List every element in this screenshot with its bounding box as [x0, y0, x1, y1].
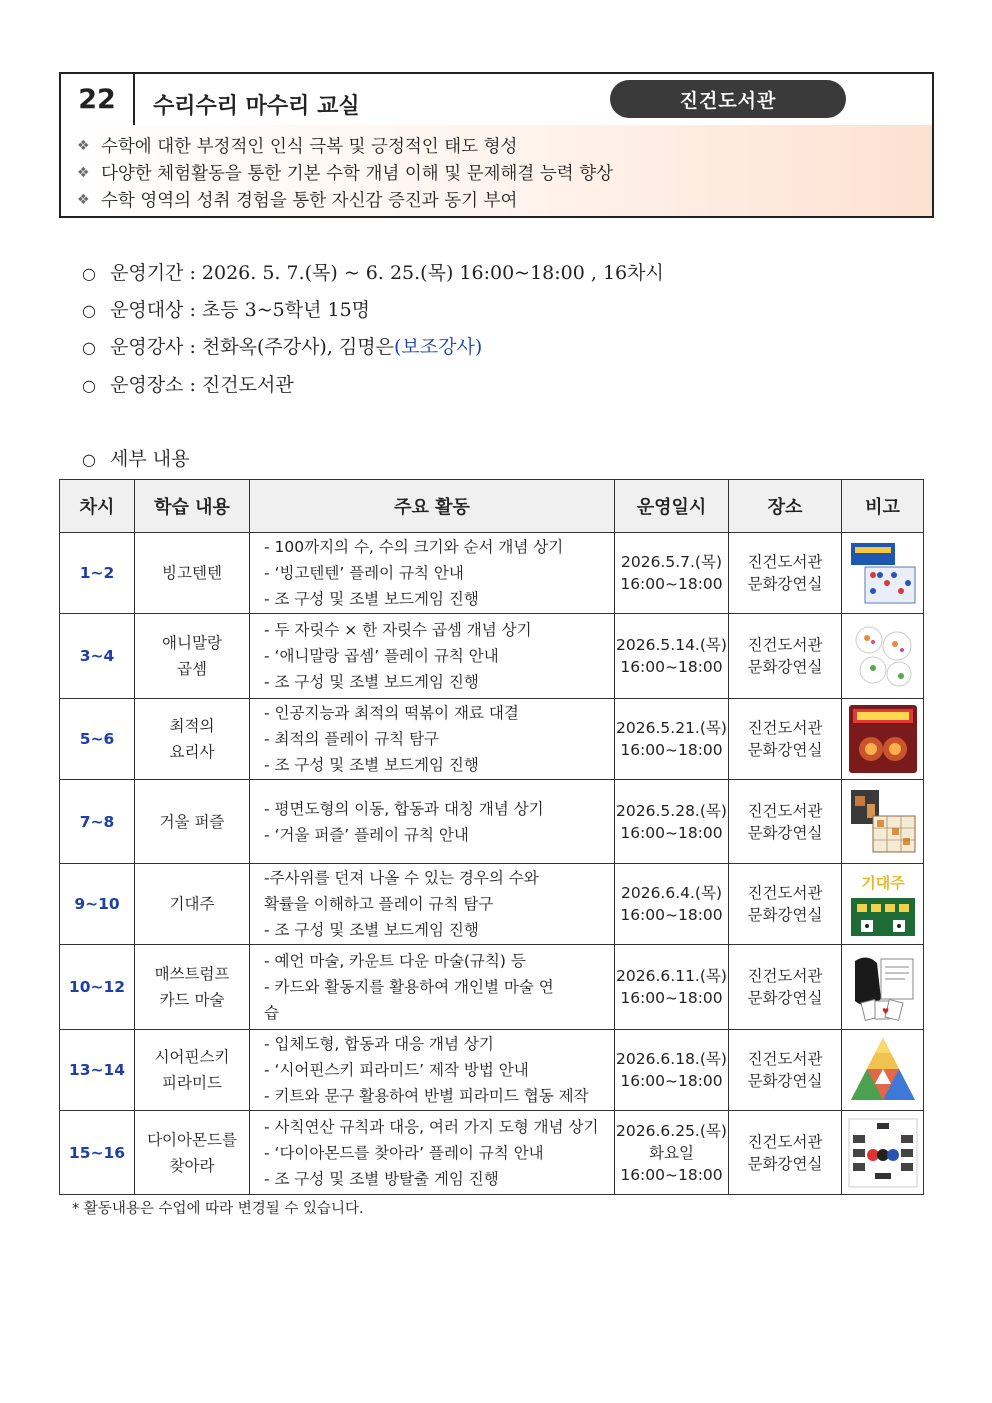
cell-line: 문화강연실	[747, 658, 823, 676]
cell-line: 16:00~18:00	[620, 906, 723, 924]
table-row	[60, 1111, 924, 1195]
cell-line: 습	[264, 1004, 279, 1022]
animal-cards-icon	[844, 620, 921, 692]
circle-bullet-icon: ○	[82, 338, 96, 357]
info-target: ○ 운영대상 : 초등 3~5학년 15명	[82, 299, 371, 321]
cell-line: 2026.5.28.(목)	[616, 801, 727, 820]
content-cell	[135, 1030, 250, 1111]
cell-line: 문화강연실	[747, 1072, 823, 1090]
cell-line: 16:00~18:00	[620, 575, 723, 593]
date-cell	[615, 864, 729, 945]
diamond-bullet-icon: ❖	[77, 191, 90, 208]
cell-line: 빙고텐텐	[162, 564, 222, 582]
thumbnail-cell	[842, 780, 924, 864]
circle-bullet-icon: ○	[82, 450, 96, 469]
header-title-bar	[61, 74, 932, 127]
cell-line: 16:00~18:00	[620, 823, 723, 842]
table-row	[60, 614, 924, 699]
cell-line: 시어핀스키	[154, 1048, 230, 1066]
activities-cell	[250, 1111, 615, 1195]
column-header: 학습 내용	[135, 480, 250, 533]
content-cell	[135, 780, 250, 864]
table-row	[60, 533, 924, 614]
cell-line: 진건도서관	[747, 719, 823, 737]
thumbnail-cell	[842, 1111, 924, 1195]
detail-heading: ○ 세부 내용	[82, 448, 190, 470]
session-cell: 15~16	[60, 1111, 135, 1195]
content-cell	[135, 533, 250, 614]
activities-cell	[250, 1030, 615, 1111]
cell-line: 16:00~18:00	[620, 741, 723, 759]
cell-line: 화요일	[649, 1143, 694, 1162]
info-venue: ○ 운영장소 : 진건도서관	[82, 374, 294, 396]
column-header: 운영일시	[615, 480, 729, 533]
pyramid-icon	[844, 1034, 921, 1106]
cell-line: 2026.5.14.(목)	[616, 636, 727, 654]
schedule-table	[59, 479, 924, 1195]
cell-line: - 최적의 플레이 규칙 탐구	[264, 730, 440, 748]
place-cell	[729, 945, 842, 1030]
cell-line: - 인공지능과 최적의 떡볶이 재료 대결	[264, 704, 519, 722]
session-cell: 5~6	[60, 699, 135, 780]
place-cell	[729, 864, 842, 945]
session-cell: 7~8	[60, 780, 135, 864]
cell-line: - 조 구성 및 조별 방탈출 게임 진행	[264, 1169, 499, 1188]
cell-line: 애니말랑	[162, 634, 222, 652]
table-row	[60, 864, 924, 945]
info-period: ○ 운영기간 : 2026. 5. 7.(목) ~ 6. 25.(목) 16:00~18:00 , 16차시	[82, 262, 664, 284]
session-cell: 9~10	[60, 864, 135, 945]
content-cell	[135, 699, 250, 780]
goal-item: ❖ 수학에 대한 부정적인 인식 극복 및 긍정적인 태도 형성	[77, 137, 518, 157]
svg-text:기대주: 기대주	[860, 874, 905, 892]
cell-line: - 조 구성 및 조별 보드게임 진행	[264, 673, 479, 691]
goal-item: ❖ 다양한 체험활동을 통한 기본 수학 개념 이해 및 문제해결 능력 향상	[77, 164, 614, 184]
cell-line: - 입체도형, 합동과 대응 개념 상기	[264, 1035, 494, 1053]
table-row	[60, 780, 924, 864]
date-cell	[615, 945, 729, 1030]
cell-line: - 조 구성 및 조별 보드게임 진행	[264, 921, 479, 939]
session-cell: 3~4	[60, 614, 135, 699]
thumbnail-cell	[842, 864, 924, 945]
cell-line: 곱셈	[177, 660, 207, 678]
session-cell: 13~14	[60, 1030, 135, 1111]
cell-line: 16:00~18:00	[620, 658, 723, 676]
program-header	[59, 72, 934, 218]
cell-line: 확률을 이해하고 플레이 규칙 탐구	[264, 895, 494, 913]
diamond-bullet-icon: ❖	[77, 164, 90, 181]
diamond-bullet-icon: ❖	[77, 137, 90, 154]
cell-line: 진건도서관	[747, 1050, 823, 1068]
cell-line: 2026.5.21.(목)	[616, 719, 727, 737]
content-cell	[135, 864, 250, 945]
activities-cell	[250, 945, 615, 1030]
cell-line: - 조 구성 및 조별 보드게임 진행	[264, 590, 479, 608]
circle-bullet-icon: ○	[82, 301, 96, 320]
place-cell	[729, 614, 842, 699]
cell-line: - 100까지의 수, 수의 크기와 순서 개념 상기	[264, 538, 564, 556]
mirror-puzzle-icon	[844, 786, 921, 858]
activities-cell	[250, 699, 615, 780]
card-magic-icon	[844, 951, 921, 1023]
cell-line: 2026.6.11.(목)	[616, 967, 727, 985]
cell-line: 최적의	[169, 717, 215, 735]
column-header: 비고	[842, 480, 924, 533]
content-cell	[135, 614, 250, 699]
column-header: 차시	[60, 480, 135, 533]
cell-line: 진건도서관	[747, 1132, 823, 1151]
cell-line: - 조 구성 및 조별 보드게임 진행	[264, 756, 479, 774]
cell-line: 피라미드	[162, 1074, 222, 1092]
library-badge: 진건도서관	[610, 80, 846, 118]
date-cell	[615, 1111, 729, 1195]
escape-game-icon	[844, 1117, 921, 1189]
cooking-game-icon	[844, 703, 921, 775]
cell-line: 문화강연실	[747, 741, 823, 759]
cell-line: 요리사	[169, 743, 215, 761]
info-instructor: ○ 운영강사 : 천화옥(주강사), 김명은(보조강사)	[82, 336, 483, 358]
table-row	[60, 945, 924, 1030]
cell-line: -주사위를 던져 나올 수 있는 경우의 수와	[264, 869, 539, 887]
cell-line: - 키트와 문구 활용하여 반별 피라미드 협동 제작	[264, 1087, 589, 1105]
thumbnail-cell	[842, 614, 924, 699]
activities-cell	[250, 533, 615, 614]
cell-line: 다이아몬드를	[147, 1130, 237, 1149]
cell-line: - 예언 마술, 카운트 다운 마술(규칙) 등	[264, 952, 526, 970]
cell-line: - 두 자릿수 × 한 자릿수 곱셈 개념 상기	[264, 621, 532, 639]
content-cell	[135, 1111, 250, 1195]
cell-line: 16:00~18:00	[620, 1072, 723, 1090]
table-header-row	[60, 480, 924, 533]
place-cell	[729, 1030, 842, 1111]
cell-line: 2026.5.7.(목)	[620, 553, 723, 571]
thumbnail-cell	[842, 699, 924, 780]
session-cell: 10~12	[60, 945, 135, 1030]
cell-line: 거울 퍼즐	[159, 812, 225, 831]
cell-line: 2026.6.25.(목)	[616, 1121, 727, 1140]
cell-line: 문화강연실	[747, 906, 823, 924]
date-cell	[615, 533, 729, 614]
place-cell	[729, 533, 842, 614]
thumbnail-cell	[842, 533, 924, 614]
bingo-game-icon	[844, 537, 921, 609]
cell-line: 진건도서관	[747, 553, 823, 571]
cell-line: 문화강연실	[747, 823, 823, 842]
cell-line: - 사칙연산 규칙과 대응, 여러 가지 도형 개념 상기	[264, 1117, 599, 1136]
cell-line: 카드 마술	[159, 991, 225, 1009]
cell-line: 2026.6.4.(목)	[620, 884, 723, 902]
circle-bullet-icon: ○	[82, 264, 96, 283]
cell-line: 문화강연실	[747, 1154, 823, 1173]
cell-line: 진건도서관	[747, 801, 823, 820]
date-cell	[615, 614, 729, 699]
goals-box	[61, 125, 932, 216]
table-row	[60, 699, 924, 780]
table-row	[60, 1030, 924, 1111]
thumbnail-cell	[842, 1030, 924, 1111]
cell-line: 16:00~18:00	[620, 1165, 723, 1184]
activities-cell	[250, 614, 615, 699]
date-cell	[615, 699, 729, 780]
goal-item: ❖ 수학 영역의 성취 경험을 통한 자신감 증진과 동기 부여	[77, 191, 518, 211]
svg-text:♥: ♥	[881, 1007, 889, 1016]
cell-line: 진건도서관	[747, 884, 823, 902]
footnote: * 활동내용은 수업에 따라 변경될 수 있습니다.	[72, 1201, 364, 1217]
place-cell	[729, 780, 842, 864]
cell-line: 진건도서관	[747, 636, 823, 654]
cell-line: 16:00~18:00	[620, 989, 723, 1007]
cell-line: - 카드와 활동지를 활용하여 개인별 마술 연	[264, 978, 554, 996]
cell-line: 문화강연실	[747, 575, 823, 593]
column-header: 주요 활동	[250, 480, 615, 533]
session-cell: 1~2	[60, 533, 135, 614]
activities-cell	[250, 780, 615, 864]
cell-line: 문화강연실	[747, 989, 823, 1007]
cell-line: - ‘빙고텐텐’ 플레이 규칙 안내	[264, 564, 464, 582]
cell-line: - ‘다이아몬드를 찾아라’ 플레이 규칙 안내	[264, 1143, 544, 1162]
cell-line: - 평면도형의 이동, 합동과 대칭 개념 상기	[264, 799, 544, 818]
place-cell	[729, 699, 842, 780]
date-cell	[615, 780, 729, 864]
cell-line: 2026.6.18.(목)	[616, 1050, 727, 1068]
cell-line: 진건도서관	[747, 967, 823, 985]
cell-line: 매쓰트럼프	[154, 965, 230, 983]
cell-line: - ‘시어핀스키 피라미드’ 제작 방법 안내	[264, 1061, 529, 1079]
date-cell	[615, 1030, 729, 1111]
cell-line: - ‘애니말랑 곱셈’ 플레이 규칙 안내	[264, 647, 499, 665]
program-title: 수리수리 마수리 교실	[153, 94, 360, 119]
cell-line: - ‘거울 퍼즐’ 플레이 규칙 안내	[264, 825, 469, 844]
dice-game-icon	[844, 868, 921, 940]
cell-line: 찾아라	[169, 1156, 215, 1175]
activities-cell	[250, 864, 615, 945]
cell-line: 기대주	[169, 895, 215, 913]
circle-bullet-icon: ○	[82, 376, 96, 395]
program-number: 22	[61, 74, 135, 125]
place-cell	[729, 1111, 842, 1195]
thumbnail-cell	[842, 945, 924, 1030]
content-cell	[135, 945, 250, 1030]
column-header: 장소	[729, 480, 842, 533]
